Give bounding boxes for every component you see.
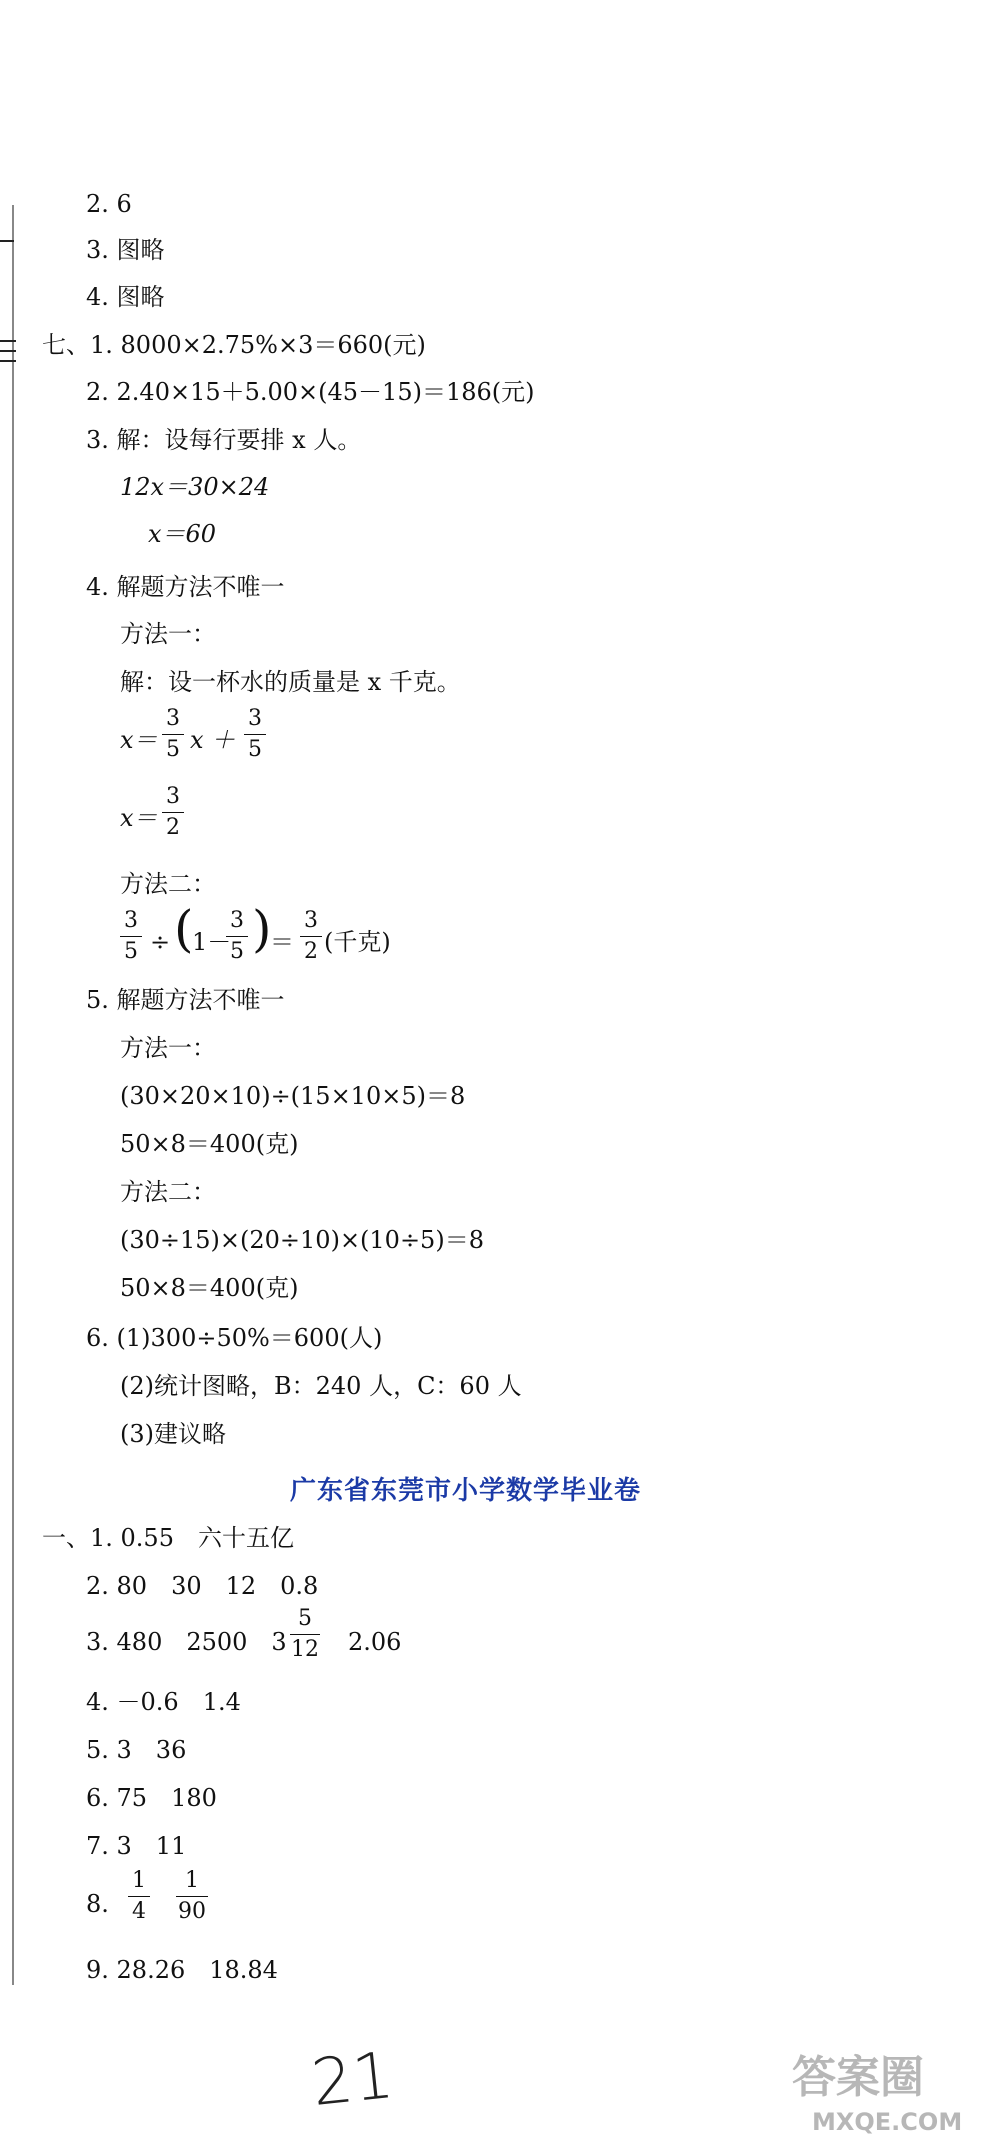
left-paren: ( (174, 900, 194, 958)
method-label: 方法一： (120, 620, 216, 648)
numerator: 1 (185, 1868, 199, 1893)
operator: ÷ (150, 928, 171, 956)
denominator: 5 (248, 737, 262, 762)
fraction-bar (162, 812, 184, 813)
numerator: 3 (304, 908, 318, 933)
binding-mark (0, 350, 16, 352)
binding-mark (0, 360, 16, 362)
answer-line: 4. 解题方法不唯一 (86, 573, 285, 601)
answer-line: 解：设一杯水的质量是 x 千克。 (120, 668, 461, 696)
right-paren: ) (252, 900, 272, 958)
answer-line: 2. 6 (86, 190, 132, 218)
fraction-bar (300, 936, 322, 937)
fraction-bar (290, 1634, 320, 1635)
denominator: 2 (166, 815, 180, 840)
numerator: 3 (124, 908, 138, 933)
fraction (290, 1608, 320, 1661)
binding-mark (0, 240, 14, 242)
fraction (244, 708, 266, 761)
watermark-url: MXQE.COM (812, 2108, 963, 2136)
denominator: 90 (178, 1899, 206, 1924)
numerator: 1 (132, 1868, 146, 1893)
fraction (176, 1870, 208, 1923)
method-label: 方法二： (120, 870, 216, 898)
fraction-bar (162, 734, 184, 735)
section-heading: 广东省东莞市小学数学毕业卷 (290, 1476, 642, 1506)
answer-line: 4. －0.6 1.4 (86, 1688, 241, 1716)
denominator: 12 (291, 1637, 319, 1662)
answer-line: 6. 75 180 (86, 1784, 217, 1812)
denominator: 5 (166, 737, 180, 762)
answer-line: (30×20×10)÷(15×10×5)＝8 (120, 1082, 466, 1110)
fraction (162, 786, 184, 839)
answer-value: 2.06 (348, 1628, 402, 1656)
answer-line: 5. 3 36 (86, 1736, 187, 1764)
denominator: 4 (132, 1899, 146, 1924)
denominator: 5 (124, 939, 138, 964)
numerator: 3 (230, 908, 244, 933)
numerator: 3 (166, 706, 180, 731)
fraction-bar (176, 1896, 208, 1897)
answer-line: (2)统计图略，B：240 人，C：60 人 (120, 1372, 522, 1400)
answer-line: 5. 解题方法不唯一 (86, 986, 285, 1014)
fraction-bar (244, 734, 266, 735)
fraction (300, 910, 322, 963)
answer-line: 3. 解：设每行要排 x 人。 (86, 426, 362, 454)
fraction (128, 1870, 150, 1923)
numerator: 3 (248, 706, 262, 731)
answer-line: 9. 28.26 18.84 (86, 1956, 278, 1984)
fraction (162, 708, 184, 761)
unit-label: (千克) (324, 928, 391, 956)
fraction-bar (128, 1896, 150, 1897)
equation-text: 1－ (192, 928, 232, 956)
denominator: 2 (304, 939, 318, 964)
equation-line: 12x＝30×24 (120, 473, 270, 501)
binding-mark (0, 340, 16, 342)
answer-line: (3)建议略 (120, 1420, 226, 1448)
equation-text: x＝ (120, 804, 158, 832)
fraction (120, 910, 142, 963)
method-label: 方法二： (120, 1178, 216, 1206)
answer-line: 8. (86, 1890, 109, 1918)
fraction-bar (120, 936, 142, 937)
handwritten-page-number: 21 (308, 2038, 398, 2122)
fraction (226, 910, 248, 963)
equation-line: x＝60 (148, 520, 217, 548)
answer-line: 50×8＝400(克) (120, 1274, 299, 1302)
numerator: 3 (166, 784, 180, 809)
method-label: 方法一： (120, 1034, 216, 1062)
answer-line: 3. 480 2500 3 (86, 1628, 287, 1656)
operator: ＝ (270, 928, 294, 956)
answer-line: 6. (1)300÷50%＝600(人) (86, 1324, 383, 1352)
denominator: 5 (230, 939, 244, 964)
answer-line: 2. 80 30 12 0.8 (86, 1572, 319, 1600)
answer-line: 4. 图略 (86, 283, 165, 311)
answer-line: 2. 2.40×15＋5.00×(45－15)＝186(元) (86, 378, 535, 406)
answer-line: 七、1. 8000×2.75%×3＝660(元) (42, 331, 426, 359)
numerator: 5 (298, 1606, 312, 1631)
equation-text: x＝ (120, 726, 158, 754)
answer-line: 3. 图略 (86, 236, 165, 264)
answer-line: (30÷15)×(20÷10)×(10÷5)＝8 (120, 1226, 484, 1254)
fraction-bar (226, 936, 248, 937)
watermark-logo: 答案圈 (792, 2052, 924, 2103)
answer-line: 7. 3 11 (86, 1832, 187, 1860)
answer-line: 一、1. 0.55 六十五亿 (42, 1524, 294, 1552)
equation-text: x ＋ (190, 726, 236, 754)
binding-line (12, 205, 14, 1985)
answer-line: 50×8＝400(克) (120, 1130, 299, 1158)
